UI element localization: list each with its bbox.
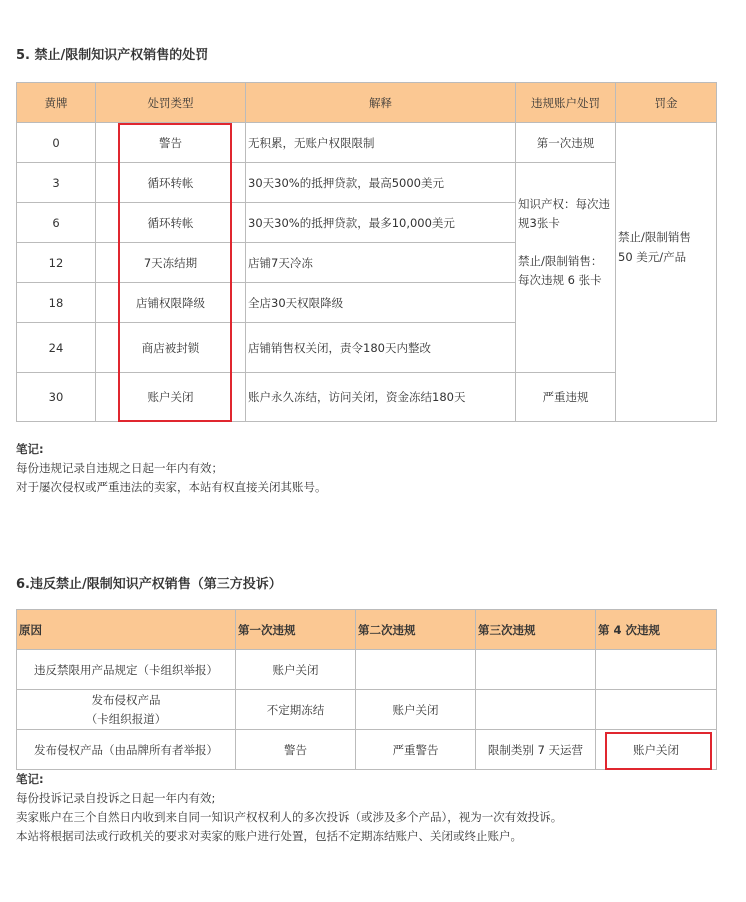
reason-line-2: （卡组织报道） <box>85 711 167 726</box>
explanation-cell: 账户永久冻结，访问关闭，资金冻结180天 <box>246 373 516 422</box>
notes-title: 笔记: <box>16 772 44 786</box>
note-line: 卖家账户在三个自然日内收到来自同一知识产权权利人的多次投诉（或涉及多个产品），视为一次有效投诉。 <box>16 810 563 824</box>
header-penalty-type: 处罚类型 <box>96 83 246 123</box>
penalty-type-cell: 7天冻结期 <box>96 243 246 283</box>
penalty-type-cell: 店铺权限降级 <box>96 283 246 323</box>
header-fourth-violation: 第 4 次违规 <box>596 610 717 650</box>
note-line: 每份投诉记录自投诉之日起一年内有效; <box>16 791 216 805</box>
explanation-cell: 30天30%的抵押贷款，最多10,000美元 <box>246 203 516 243</box>
section5-notes <box>16 440 327 497</box>
violation-cell: 严重警告 <box>356 730 476 770</box>
account-penalty-line-1: 知识产权：每次违 <box>518 197 610 211</box>
table-row <box>17 650 717 690</box>
penalty-type-cell: 循环转帐 <box>96 203 246 243</box>
points-cell: 24 <box>17 323 96 373</box>
explanation-cell: 店铺销售权关闭，责令180天内整改 <box>246 323 516 373</box>
explanation-cell: 店铺7天冷冻 <box>246 243 516 283</box>
fine-line-2: 50 美元/产品 <box>618 250 687 264</box>
violation-cell: 账户关闭 <box>596 730 717 770</box>
points-cell: 18 <box>17 283 96 323</box>
violation-cell <box>356 650 476 690</box>
violation-cell: 限制类别 7 天运营 <box>476 730 596 770</box>
violation-cell: 警告 <box>236 730 356 770</box>
header-reason: 原因 <box>17 610 236 650</box>
table-header-row <box>17 83 717 123</box>
violation-cell: 账户关闭 <box>356 690 476 730</box>
account-penalty-line-4: 每次违规 6 张卡 <box>518 273 602 287</box>
reason-cell: 违反禁限用产品规定（卡组织举报） <box>17 650 236 690</box>
table-row <box>17 690 717 730</box>
section6-notes <box>16 770 562 846</box>
header-third-violation: 第三次违规 <box>476 610 596 650</box>
fine-cell <box>616 123 717 422</box>
notes-title: 笔记: <box>16 442 44 456</box>
penalty-type-cell: 警告 <box>96 123 246 163</box>
section6-title: 6.违反禁止/限制知识产权销售（第三方投诉） <box>16 577 282 592</box>
header-fine: 罚金 <box>616 83 717 123</box>
reason-cell: 发布侵权产品（由品牌所有者举报） <box>17 730 236 770</box>
highlight-box-penalty-types <box>118 123 232 422</box>
violation-cell: 不定期冻结 <box>236 690 356 730</box>
points-cell: 0 <box>17 123 96 163</box>
penalty-type-cell: 账户关闭 <box>96 373 246 422</box>
reason-line-1: 发布侵权产品 <box>91 692 161 707</box>
violation-cell: 账户关闭 <box>236 650 356 690</box>
points-cell: 30 <box>17 373 96 422</box>
points-cell: 3 <box>17 163 96 203</box>
violation-cell <box>476 690 596 730</box>
violation-cell <box>596 690 717 730</box>
points-cell: 6 <box>17 203 96 243</box>
points-cell: 12 <box>17 243 96 283</box>
account-penalty-last: 严重违规 <box>516 373 616 422</box>
account-penalty-middle <box>516 163 616 373</box>
explanation-cell: 30天30%的抵押贷款，最高5000美元 <box>246 163 516 203</box>
violation-cell <box>476 650 596 690</box>
account-penalty-line-3: 禁止/限制销售： <box>518 254 603 268</box>
note-line: 对于屡次侵权或严重违法的卖家，本站有权直接关闭其账号。 <box>16 480 327 494</box>
header-account-penalty: 违规账户处罚 <box>516 83 616 123</box>
header-second-violation: 第二次违规 <box>356 610 476 650</box>
note-line: 本站将根据司法或行政机关的要求对卖家的账户进行处置，包括不定期冻结账户、关闭或终止账户。 <box>16 829 522 843</box>
account-penalty-first: 第一次违规 <box>516 123 616 163</box>
reason-cell <box>17 690 236 730</box>
account-penalty-line-2: 规3张卡 <box>518 216 560 230</box>
penalty-type-cell: 商店被封锁 <box>96 323 246 373</box>
violation-cell <box>596 650 717 690</box>
explanation-cell: 无积累，无账户权限限制 <box>246 123 516 163</box>
header-explanation: 解释 <box>246 83 516 123</box>
note-line: 每份违规记录自违规之日起一年内有效； <box>16 461 223 475</box>
header-points: 黄牌 <box>17 83 96 123</box>
fine-line-1: 禁止/限制销售 <box>618 230 691 244</box>
explanation-cell: 全店30天权限降级 <box>246 283 516 323</box>
table-header-row <box>17 610 717 650</box>
header-first-violation: 第一次违规 <box>236 610 356 650</box>
penalty-type-cell: 循环转帐 <box>96 163 246 203</box>
section5-title: 5. 禁止/限制知识产权销售的处罚 <box>16 48 209 63</box>
highlight-box-account-closed <box>605 732 712 770</box>
